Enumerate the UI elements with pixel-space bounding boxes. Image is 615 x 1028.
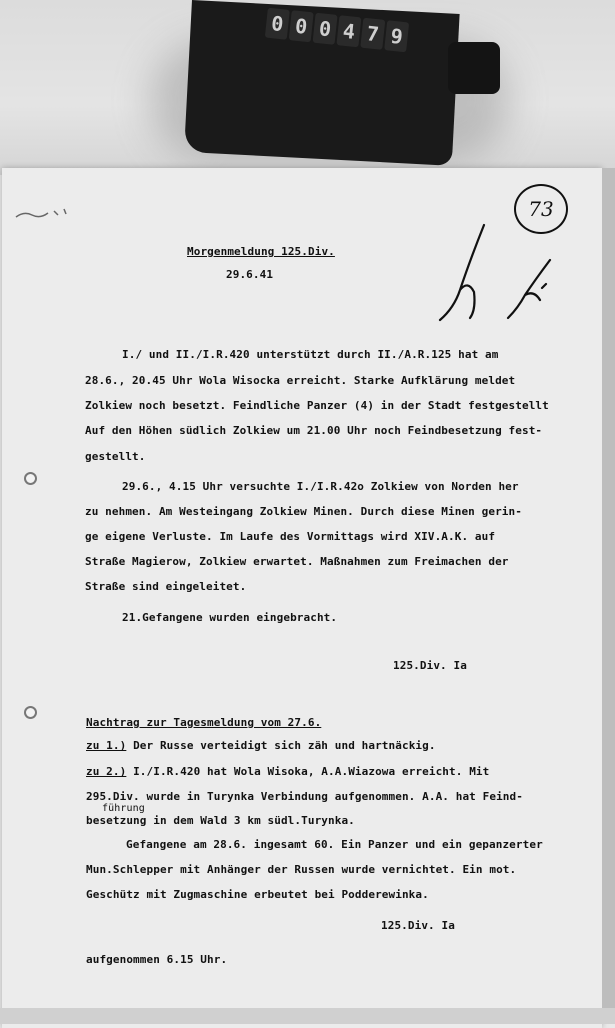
counter-knob xyxy=(448,42,500,94)
body-line: Zolkiew noch besetzt. Feindliche Panzer (4) in der Stadt festgestellt xyxy=(85,399,549,412)
zu1-text: Der Russe verteidigt sich zäh und hartnäckig. xyxy=(126,739,436,752)
body-line: Gefangene am 28.6. ingesamt 60. Ein Panzer und ein gepanzerter xyxy=(126,838,543,851)
counter-digit: 7 xyxy=(360,18,385,50)
document-date: 29.6.41 xyxy=(226,268,274,281)
correction-note: führung xyxy=(102,803,145,814)
counter-digit: 4 xyxy=(336,15,361,47)
zu2-line xyxy=(86,765,489,778)
handwritten-signature xyxy=(430,220,560,330)
scan-edge xyxy=(602,168,615,1024)
body-line: Mun.Schlepper mit Anhänger der Russen wurde vernichtet. Ein mot. xyxy=(86,863,517,876)
body-line: Straße sind eingeleitet. xyxy=(85,580,247,593)
counter-digit: 0 xyxy=(289,10,314,42)
body-line: 295.Div. wurde in Turynka Verbindung aufgenommen. A.A. hat Feind- xyxy=(86,790,523,803)
punch-hole xyxy=(24,472,37,485)
signature-line: 125.Div. Ia xyxy=(393,659,467,672)
body-line: Straße Magierow, Zolkiew erwartet. Maßnahmen zum Freimachen der xyxy=(85,555,509,568)
body-line: gestellt. xyxy=(85,450,146,463)
body-line: 29.6., 4.15 Uhr versuchte I./I.R.42o Zolkiew von Norden her xyxy=(122,480,519,493)
body-line: 28.6., 20.45 Uhr Wola Wisocka erreicht. Starke Aufklärung meldet xyxy=(85,374,516,387)
body-line: Geschütz mit Zugmaschine erbeutet bei Podderewinka. xyxy=(86,888,429,901)
body-line: ge eigene Verluste. Im Laufe des Vormittags wird XIV.A.K. auf xyxy=(85,530,496,543)
body-line: besetzung in dem Wald 3 km südl.Turynka. xyxy=(86,814,355,827)
body-line: I./ und II./I.R.420 unterstützt durch II./A.R.125 hat am xyxy=(122,348,499,361)
zu1-label: zu 1.) xyxy=(86,739,127,752)
zu2-label: zu 2.) xyxy=(86,765,127,778)
document-title: Morgenmeldung 125.Div. xyxy=(187,245,335,258)
signature-line: 125.Div. Ia xyxy=(381,919,455,932)
ink-smudge xyxy=(14,205,72,221)
body-line: Auf den Höhen südlich Zolkiew um 21.00 Uhr noch Feindbesetzung fest- xyxy=(85,424,543,437)
page-number: 73 xyxy=(528,197,554,221)
zu2-text: I./I.R.420 hat Wola Wisoka, A.A.Wiazowa erreicht. Mit xyxy=(126,765,490,778)
zu1-line xyxy=(86,739,436,752)
received-note: aufgenommen 6.15 Uhr. xyxy=(86,953,228,966)
counter-digit: 9 xyxy=(384,20,409,52)
counter-digit: 0 xyxy=(265,8,290,40)
nachtrag-heading: Nachtrag zur Tagesmeldung vom 27.6. xyxy=(86,716,322,729)
scan-edge-bottom xyxy=(0,1008,615,1024)
counter-digit: 0 xyxy=(313,13,338,45)
body-line: zu nehmen. Am Westeingang Zolkiew Minen. Durch diese Minen gerin- xyxy=(85,505,522,518)
body-line: 21.Gefangene wurden eingebracht. xyxy=(122,611,338,624)
punch-hole xyxy=(24,706,37,719)
